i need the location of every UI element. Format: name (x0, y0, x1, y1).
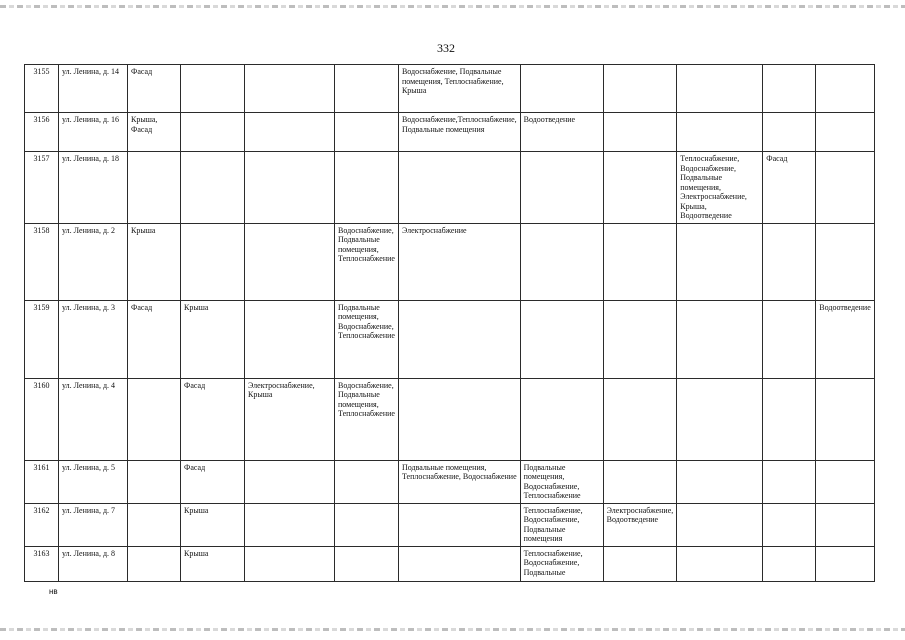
address-cell: ул. Ленина, д. 14 (59, 65, 128, 113)
work-cell (520, 300, 603, 378)
work-cell (816, 65, 874, 113)
scan-edge-bottom (0, 628, 905, 631)
work-cell: Крыша (181, 503, 245, 546)
work-cell (398, 152, 520, 224)
work-cell (677, 546, 763, 581)
work-cell (816, 460, 874, 503)
work-cell (763, 546, 816, 581)
work-cell (181, 113, 245, 152)
work-cell (677, 223, 763, 300)
work-cell (603, 152, 677, 224)
work-cell (816, 378, 874, 460)
work-cell: Водоотведение (816, 300, 874, 378)
work-cell (763, 460, 816, 503)
work-schedule-table (24, 64, 875, 582)
record-number: 3162 (25, 503, 59, 546)
work-cell: Электроснабжение, Водоотведение (603, 503, 677, 546)
work-cell (763, 300, 816, 378)
work-cell (816, 223, 874, 300)
work-cell (603, 113, 677, 152)
work-cell: Водоснабжение,Теплоснабжение, Подвальные помещения (398, 113, 520, 152)
work-cell (245, 223, 335, 300)
work-cell (335, 152, 399, 224)
work-cell (520, 378, 603, 460)
work-cell (128, 378, 181, 460)
work-cell (677, 503, 763, 546)
work-cell (603, 378, 677, 460)
work-cell: Фасад (181, 378, 245, 460)
work-cell (603, 223, 677, 300)
work-cell (398, 300, 520, 378)
work-cell (763, 113, 816, 152)
work-cell (128, 503, 181, 546)
work-cell: Водоснабжение, Подвальные помещения, Теплоснабжение (335, 223, 399, 300)
record-number: 3160 (25, 378, 59, 460)
work-cell: Теплоснабжение, Водоснабжение, Подвальные помещения (520, 503, 603, 546)
work-cell (245, 300, 335, 378)
work-cell: Фасад (181, 460, 245, 503)
work-cell (677, 65, 763, 113)
record-number: 3163 (25, 546, 59, 581)
work-cell (677, 113, 763, 152)
footer-initials: нв (49, 587, 58, 596)
work-cell: Фасад (128, 65, 181, 113)
table-row (25, 152, 875, 224)
work-cell (398, 546, 520, 581)
work-cell (603, 546, 677, 581)
work-cell: Крыша (128, 223, 181, 300)
record-number: 3155 (25, 65, 59, 113)
record-number: 3159 (25, 300, 59, 378)
address-cell: ул. Ленина, д. 16 (59, 113, 128, 152)
record-number: 3157 (25, 152, 59, 224)
table-row (25, 460, 875, 503)
work-cell (245, 503, 335, 546)
address-cell: ул. Ленина, д. 4 (59, 378, 128, 460)
work-cell (245, 460, 335, 503)
work-cell (763, 378, 816, 460)
table-row (25, 223, 875, 300)
work-cell: Водоотведение (520, 113, 603, 152)
work-cell: Фасад (128, 300, 181, 378)
work-cell (816, 546, 874, 581)
address-cell: ул. Ленина, д. 18 (59, 152, 128, 224)
page-number: 332 (437, 41, 455, 55)
work-cell: Водоснабжение, Подвальные помещения, Теплоснабжение (335, 378, 399, 460)
work-cell: Подвальные помещения, Теплоснабжение, Водоснабжение (398, 460, 520, 503)
scan-edge-top (0, 5, 905, 8)
work-cell (335, 546, 399, 581)
work-cell (335, 113, 399, 152)
address-cell: ул. Ленина, д. 8 (59, 546, 128, 581)
work-cell (816, 113, 874, 152)
work-cell: Крыша (181, 546, 245, 581)
work-cell: Подвальные помещения, Водоснабжение, Теплоснабжение (335, 300, 399, 378)
work-cell (677, 300, 763, 378)
table-row (25, 378, 875, 460)
record-number: 3161 (25, 460, 59, 503)
work-cell: Водоснабжение, Подвальные помещения, Теплоснабжение, Крыша (398, 65, 520, 113)
work-cell (335, 460, 399, 503)
work-cell: Подвальные помещения, Водоснабжение, Теплоснабжение (520, 460, 603, 503)
table-row (25, 113, 875, 152)
record-number: 3156 (25, 113, 59, 152)
work-cell (520, 152, 603, 224)
table-row (25, 300, 875, 378)
work-cell (520, 65, 603, 113)
work-cell (520, 223, 603, 300)
record-number: 3158 (25, 223, 59, 300)
work-cell: Крыша, Фасад (128, 113, 181, 152)
address-cell: ул. Ленина, д. 5 (59, 460, 128, 503)
work-cell (335, 65, 399, 113)
work-cell: Теплоснабжение, Водоснабжение, Подвальные помещения, Электроснабжение, Крыша, Водоотведение (677, 152, 763, 224)
table-row (25, 65, 875, 113)
work-cell (245, 152, 335, 224)
table-row (25, 546, 875, 581)
work-cell: Электроснабжение, Крыша (245, 378, 335, 460)
work-cell (603, 460, 677, 503)
work-cell (245, 113, 335, 152)
work-cell (181, 65, 245, 113)
work-cell (181, 152, 245, 224)
work-cell (128, 460, 181, 503)
work-cell (128, 152, 181, 224)
work-cell (816, 152, 874, 224)
work-cell (245, 65, 335, 113)
work-cell (245, 546, 335, 581)
work-cell (677, 460, 763, 503)
address-cell: ул. Ленина, д. 2 (59, 223, 128, 300)
work-cell: Фасад (763, 152, 816, 224)
work-cell (398, 378, 520, 460)
work-cell (677, 378, 763, 460)
work-cell (816, 503, 874, 546)
address-cell: ул. Ленина, д. 7 (59, 503, 128, 546)
address-cell: ул. Ленина, д. 3 (59, 300, 128, 378)
work-cell (603, 65, 677, 113)
work-cell (763, 65, 816, 113)
work-cell: Крыша (181, 300, 245, 378)
work-cell (335, 503, 399, 546)
work-cell (603, 300, 677, 378)
work-cell (763, 223, 816, 300)
work-cell (128, 546, 181, 581)
work-cell (763, 503, 816, 546)
work-cell: Электроснабжение (398, 223, 520, 300)
work-cell: Теплоснабжение, Водоснабжение, Подвальные (520, 546, 603, 581)
work-cell (181, 223, 245, 300)
work-cell (398, 503, 520, 546)
table-row (25, 503, 875, 546)
